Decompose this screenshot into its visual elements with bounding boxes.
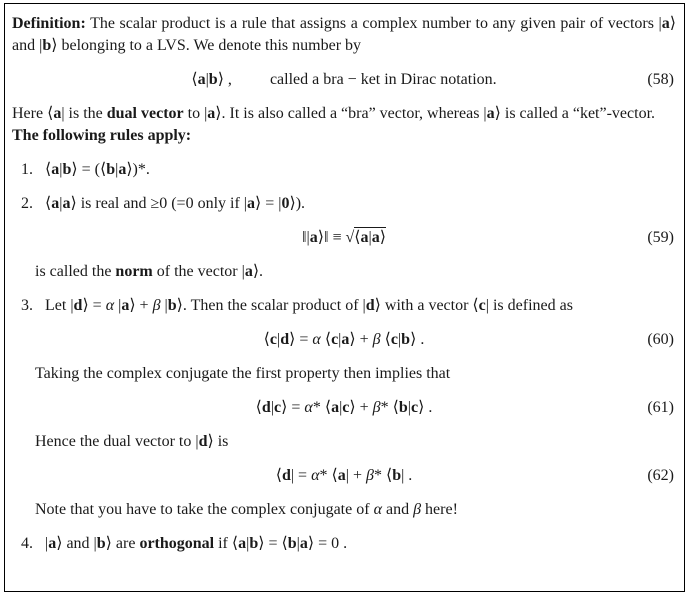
text-segment: a bbox=[341, 331, 350, 348]
text-segment: β bbox=[365, 467, 374, 484]
text-segment: a bbox=[197, 71, 206, 88]
dual-vector-paragraph bbox=[12, 103, 676, 125]
text-segment: here! bbox=[421, 501, 458, 518]
text-segment: d bbox=[261, 399, 271, 416]
text-segment: The following rules apply: bbox=[12, 127, 192, 144]
equation-number: (61) bbox=[647, 399, 674, 416]
text-segment: ⟩)*. bbox=[126, 161, 150, 178]
item-text bbox=[45, 535, 347, 552]
text-segment: α bbox=[105, 297, 115, 314]
text-segment: ⟩ = bbox=[281, 399, 305, 416]
text-segment: Here ⟨ bbox=[12, 105, 54, 122]
text-segment: c bbox=[274, 399, 282, 416]
text-segment: c bbox=[331, 331, 339, 348]
equation-number: (58) bbox=[647, 71, 674, 88]
text-segment: b bbox=[42, 37, 52, 54]
text-segment: and bbox=[381, 501, 414, 518]
text-segment: * ⟨ bbox=[380, 399, 399, 416]
text-segment: a bbox=[661, 15, 670, 32]
equation-body bbox=[302, 227, 386, 246]
definition-paragraph bbox=[12, 13, 676, 57]
text-segment: ⟩ . bbox=[418, 399, 433, 416]
text-segment: | bbox=[339, 399, 343, 416]
text-segment: | bbox=[277, 331, 281, 348]
text-segment: ⟨ bbox=[275, 467, 282, 484]
text-segment: is called the bbox=[35, 263, 116, 280]
text-segment: ⟨ bbox=[191, 71, 198, 88]
text-segment: a bbox=[247, 195, 255, 212]
text-segment: √ bbox=[345, 229, 355, 246]
text-segment: Let | bbox=[45, 297, 74, 314]
text-segment: a bbox=[53, 105, 62, 122]
text-segment: ⟨ bbox=[255, 399, 262, 416]
text-segment: | bbox=[114, 297, 122, 314]
text-segment: | is defined as bbox=[485, 297, 573, 314]
text-segment: ⟩. Then the scalar product of | bbox=[176, 297, 366, 314]
text-segment: ⟨ bbox=[45, 195, 52, 212]
text-segment: ⟩ is real and ≥0 (=0 only if | bbox=[70, 195, 247, 212]
text-segment: | is the bbox=[61, 105, 107, 122]
text-segment: b bbox=[392, 467, 402, 484]
text-segment: c bbox=[342, 399, 350, 416]
text-segment: Note that you have to take the complex conjugate of bbox=[35, 501, 374, 518]
text-segment: b bbox=[208, 71, 218, 88]
text-segment: * ⟨ bbox=[312, 399, 332, 416]
text-segment: b bbox=[287, 535, 297, 552]
text-segment: orthogonal bbox=[139, 535, 215, 552]
text-segment: | bbox=[296, 535, 300, 552]
text-segment: a bbox=[337, 467, 346, 484]
text-segment: ⟩ and | bbox=[12, 15, 676, 54]
text-segment: d bbox=[365, 297, 375, 314]
text-segment: ⟩ are bbox=[105, 535, 140, 552]
equation-60 bbox=[12, 329, 676, 351]
text-segment: | . bbox=[401, 467, 413, 484]
text-segment: ⟩ = bbox=[82, 297, 106, 314]
text-segment: | + bbox=[345, 467, 366, 484]
text-segment: a bbox=[121, 297, 130, 314]
text-segment: | bbox=[338, 331, 342, 348]
text-segment: a bbox=[238, 535, 247, 552]
text-segment: ⟩ and | bbox=[56, 535, 97, 552]
text-segment: b bbox=[167, 297, 177, 314]
text-segment: Hence the dual vector to | bbox=[35, 433, 199, 450]
text-segment: ⟩ belonging to a LVS. We denote this number by bbox=[51, 37, 362, 54]
text-segment: b bbox=[401, 331, 411, 348]
text-segment: | bbox=[246, 535, 250, 552]
text-segment: α bbox=[312, 331, 321, 348]
text-segment: * ⟨ bbox=[319, 467, 338, 484]
norm-paragraph bbox=[35, 261, 676, 283]
equation-number: (62) bbox=[647, 467, 674, 484]
text-segment: a bbox=[51, 161, 60, 178]
text-segment: ⟩ = ⟨ bbox=[258, 535, 288, 552]
equation-58 bbox=[12, 69, 676, 91]
text-segment: β bbox=[372, 399, 381, 416]
item-marker: 4. bbox=[21, 535, 33, 552]
text-segment: ⟨ bbox=[380, 331, 391, 348]
text-segment: | bbox=[59, 195, 63, 212]
text-segment: ⟩. bbox=[252, 263, 264, 280]
text-segment: ⟩ . bbox=[410, 331, 425, 348]
text-segment: a bbox=[309, 229, 318, 246]
equation-body bbox=[264, 331, 425, 348]
item-marker: 3. bbox=[21, 297, 33, 314]
rules-heading bbox=[12, 125, 676, 147]
rule-item-1 bbox=[12, 159, 676, 181]
text-segment: ⟨ bbox=[263, 331, 270, 348]
text-segment: b bbox=[62, 161, 72, 178]
text-segment: d bbox=[73, 297, 83, 314]
text-segment: a bbox=[244, 263, 253, 280]
text-segment: c bbox=[478, 297, 486, 314]
text-segment: a bbox=[118, 161, 127, 178]
text-segment: α bbox=[373, 501, 382, 518]
text-segment: ⟩. It is also called a “bra” vector, whereas | bbox=[215, 105, 487, 122]
text-segment: ⟩ = bbox=[289, 331, 313, 348]
text-segment: b bbox=[96, 535, 106, 552]
conjugate-note-paragraph bbox=[35, 499, 676, 521]
text-segment: ⟩ = 0 . bbox=[307, 535, 348, 552]
text-segment: ⟩ = (⟨ bbox=[71, 161, 107, 178]
text-segment: | bbox=[115, 161, 119, 178]
text-segment: | = bbox=[290, 467, 312, 484]
text-segment: ⟨ bbox=[354, 229, 361, 246]
text-segment: β bbox=[413, 501, 422, 518]
rule-item-4 bbox=[12, 533, 676, 555]
equation-61 bbox=[12, 397, 676, 419]
text-segment: ⟨ bbox=[320, 331, 332, 348]
text-segment: ⟩ , bbox=[217, 71, 232, 88]
item-marker: 2. bbox=[21, 195, 33, 212]
conjugate-paragraph bbox=[35, 363, 676, 385]
text-segment: a bbox=[360, 229, 369, 246]
text-segment: | bbox=[270, 399, 275, 416]
text-segment: of the vector | bbox=[152, 263, 245, 280]
equation-body bbox=[191, 71, 496, 88]
text-segment: a bbox=[299, 535, 308, 552]
text-segment: | bbox=[205, 71, 209, 88]
text-segment: α bbox=[304, 399, 313, 416]
text-segment: b bbox=[106, 161, 116, 178]
text-segment: | bbox=[59, 161, 63, 178]
text-segment: | bbox=[397, 331, 402, 348]
text-segment: Taking the complex conjugate the first property then implies that bbox=[35, 365, 451, 382]
item-text bbox=[45, 161, 150, 178]
text-segment: a bbox=[48, 535, 57, 552]
text-segment: | bbox=[45, 535, 49, 552]
equation-body bbox=[256, 399, 433, 416]
text-segment: * ⟨ bbox=[373, 467, 393, 484]
text-segment: a bbox=[331, 399, 340, 416]
text-segment: d bbox=[280, 331, 290, 348]
text-segment: ⟩ + bbox=[349, 331, 373, 348]
rule-item-2 bbox=[12, 193, 676, 215]
text-segment: a bbox=[371, 229, 380, 246]
text-segment: a bbox=[51, 195, 60, 212]
text-segment: b bbox=[398, 399, 408, 416]
text-segment: α bbox=[311, 467, 320, 484]
text-segment: called a bra − ket in Dirac notation. bbox=[269, 71, 497, 88]
text-segment: a bbox=[62, 195, 71, 212]
text-segment: ⟩‖ ≡ bbox=[317, 229, 346, 246]
equation-number: (59) bbox=[647, 229, 674, 246]
text-segment: d bbox=[198, 433, 208, 450]
text-segment: β bbox=[152, 297, 161, 314]
text-segment: | bbox=[368, 229, 372, 246]
item-marker: 1. bbox=[21, 161, 33, 178]
text-segment: ⟩ + bbox=[349, 399, 373, 416]
text-segment: ⟩ is called a “ket”-vector. bbox=[494, 105, 656, 122]
text-segment: ⟩ + bbox=[129, 297, 153, 314]
text-segment: 0 bbox=[281, 195, 290, 212]
text-segment: Definition: bbox=[12, 15, 86, 32]
text-segment: norm bbox=[115, 263, 153, 280]
text-segment: to | bbox=[183, 105, 208, 122]
item-text bbox=[45, 297, 573, 314]
text-segment: b bbox=[249, 535, 259, 552]
text-segment: ⟩ with a vector ⟨ bbox=[374, 297, 479, 314]
dual-vector-d-paragraph bbox=[35, 431, 676, 453]
text-segment: dual vector bbox=[106, 105, 184, 122]
text-segment: The scalar product is a rule that assigns a complex number to any given pair of vectors | bbox=[85, 15, 662, 32]
text-segment: ⟩). bbox=[289, 195, 306, 212]
text-segment: a bbox=[207, 105, 216, 122]
text-segment: ‖| bbox=[302, 229, 310, 246]
text-segment: β bbox=[372, 331, 381, 348]
text-segment: c bbox=[390, 331, 398, 348]
text-segment: ⟩ = | bbox=[255, 195, 282, 212]
equation-number: (60) bbox=[647, 331, 674, 348]
rule-item-3 bbox=[12, 295, 676, 317]
text-segment: c bbox=[269, 331, 278, 348]
text-segment: c bbox=[410, 399, 419, 416]
equation-body bbox=[276, 467, 413, 484]
item-text bbox=[45, 195, 305, 212]
text-segment: a bbox=[486, 105, 495, 122]
definition-box bbox=[4, 3, 685, 592]
text-segment: d bbox=[281, 467, 291, 484]
text-segment: ⟨ bbox=[45, 161, 52, 178]
text-segment: ⟩ bbox=[379, 229, 386, 246]
text-segment: | bbox=[160, 297, 168, 314]
text-segment: if ⟨ bbox=[214, 535, 239, 552]
text-segment: ⟩ is bbox=[207, 433, 229, 450]
equation-59 bbox=[12, 227, 676, 249]
text-segment: | bbox=[407, 399, 411, 416]
equation-62 bbox=[12, 465, 676, 487]
